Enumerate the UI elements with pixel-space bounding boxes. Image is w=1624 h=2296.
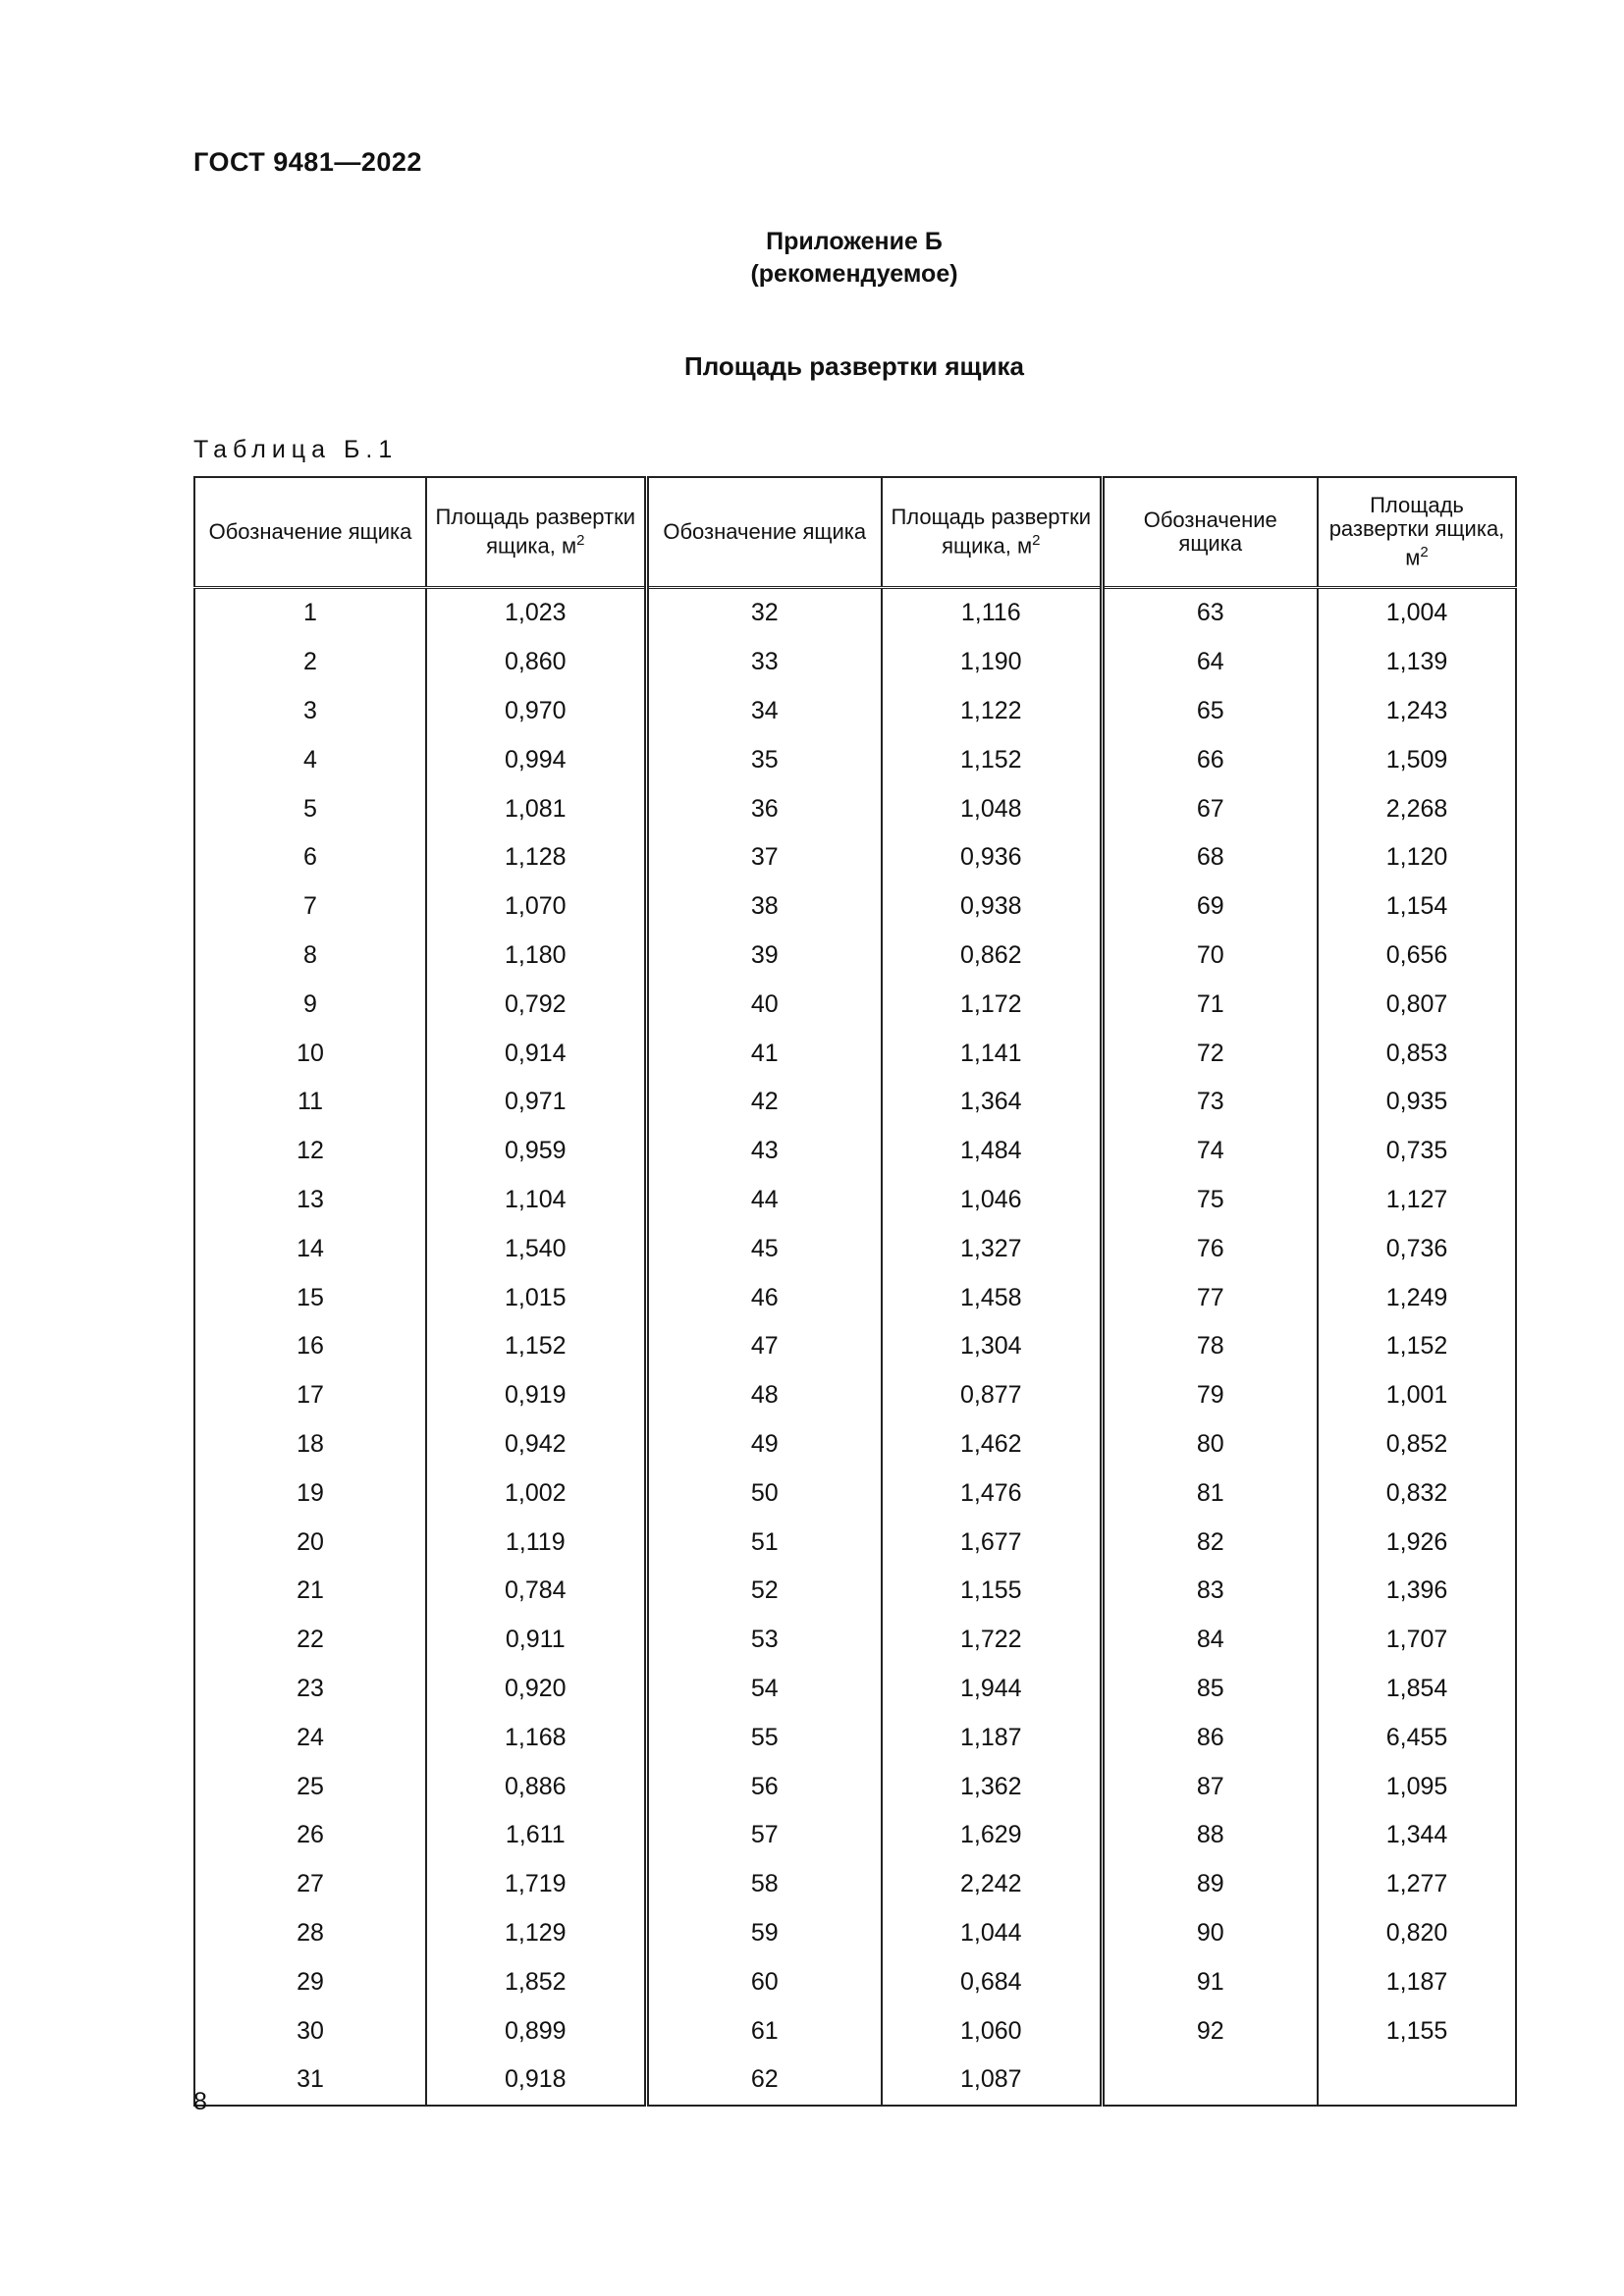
area-cell: 0,877 bbox=[882, 1371, 1102, 1420]
designation-cell: 40 bbox=[646, 980, 882, 1029]
designation-cell: 65 bbox=[1102, 687, 1318, 736]
area-cell: 1,509 bbox=[1318, 735, 1516, 784]
designation-cell: 90 bbox=[1102, 1909, 1318, 1958]
area-cell: 1,141 bbox=[882, 1029, 1102, 1078]
area-cell: 0,832 bbox=[1318, 1468, 1516, 1518]
designation-cell: 4 bbox=[194, 735, 426, 784]
header-designation-1: Обозначение ящика bbox=[194, 477, 426, 588]
area-cell: 1,187 bbox=[882, 1713, 1102, 1762]
area-cell: 1,327 bbox=[882, 1224, 1102, 1273]
table-row bbox=[194, 687, 1516, 736]
area-cell: 0,792 bbox=[426, 980, 646, 1029]
designation-cell: 61 bbox=[646, 2006, 882, 2056]
area-cell: 1,023 bbox=[426, 588, 646, 638]
designation-cell: 63 bbox=[1102, 588, 1318, 638]
area-cell: 1,152 bbox=[1318, 1322, 1516, 1371]
designation-cell: 80 bbox=[1102, 1420, 1318, 1469]
area-cell: 1,048 bbox=[882, 784, 1102, 833]
designation-cell: 82 bbox=[1102, 1518, 1318, 1567]
table-row bbox=[194, 784, 1516, 833]
table-row bbox=[194, 1616, 1516, 1665]
area-cell: 0,820 bbox=[1318, 1909, 1516, 1958]
designation-cell: 37 bbox=[646, 833, 882, 882]
area-cell: 1,854 bbox=[1318, 1665, 1516, 1714]
designation-cell: 66 bbox=[1102, 735, 1318, 784]
designation-cell: 73 bbox=[1102, 1078, 1318, 1127]
designation-cell: 69 bbox=[1102, 882, 1318, 932]
designation-cell: 76 bbox=[1102, 1224, 1318, 1273]
table-row bbox=[194, 1860, 1516, 1909]
designation-cell: 13 bbox=[194, 1176, 426, 1225]
area-cell: 1,120 bbox=[1318, 833, 1516, 882]
area-cell: 0,684 bbox=[882, 1957, 1102, 2006]
designation-cell: 5 bbox=[194, 784, 426, 833]
area-cell: 0,899 bbox=[426, 2006, 646, 2056]
area-cell: 1,180 bbox=[426, 932, 646, 981]
area-cell: 0,959 bbox=[426, 1127, 646, 1176]
area-cell: 0,935 bbox=[1318, 1078, 1516, 1127]
designation-cell: 2 bbox=[194, 638, 426, 687]
area-cell bbox=[1318, 2056, 1516, 2106]
area-cell: 1,611 bbox=[426, 1811, 646, 1860]
table-row bbox=[194, 882, 1516, 932]
designation-cell: 35 bbox=[646, 735, 882, 784]
designation-cell: 84 bbox=[1102, 1616, 1318, 1665]
designation-cell: 78 bbox=[1102, 1322, 1318, 1371]
area-cell: 1,070 bbox=[426, 882, 646, 932]
appendix-subtitle: (рекомендуемое) bbox=[750, 260, 958, 288]
area-cell: 1,046 bbox=[882, 1176, 1102, 1225]
designation-cell: 46 bbox=[646, 1273, 882, 1322]
page-number: 8 bbox=[193, 2088, 207, 2115]
table-row bbox=[194, 1273, 1516, 1322]
table-row bbox=[194, 1420, 1516, 1469]
designation-cell: 49 bbox=[646, 1420, 882, 1469]
designation-cell: 57 bbox=[646, 1811, 882, 1860]
area-cell: 1,364 bbox=[882, 1078, 1102, 1127]
area-cell: 1,155 bbox=[882, 1567, 1102, 1616]
header-area-3: Площадь развертки ящика, $м^2$ bbox=[1318, 477, 1516, 588]
area-cell: 6,455 bbox=[1318, 1713, 1516, 1762]
area-cell: 0,853 bbox=[1318, 1029, 1516, 1078]
designation-cell: 71 bbox=[1102, 980, 1318, 1029]
area-cell: 1,127 bbox=[1318, 1176, 1516, 1225]
designation-cell: 30 bbox=[194, 2006, 426, 2056]
area-cell: 1,152 bbox=[426, 1322, 646, 1371]
table-row bbox=[194, 1078, 1516, 1127]
area-cell: 0,938 bbox=[882, 882, 1102, 932]
area-cell: 0,914 bbox=[426, 1029, 646, 1078]
area-cell: 1,926 bbox=[1318, 1518, 1516, 1567]
designation-cell: 87 bbox=[1102, 1762, 1318, 1811]
area-cell: 1,629 bbox=[882, 1811, 1102, 1860]
area-cell: 0,936 bbox=[882, 833, 1102, 882]
table-row bbox=[194, 1811, 1516, 1860]
designation-cell: 72 bbox=[1102, 1029, 1318, 1078]
table-row bbox=[194, 1518, 1516, 1567]
designation-cell: 42 bbox=[646, 1078, 882, 1127]
table-caption: Таблица Б.1 bbox=[193, 436, 399, 463]
area-cell: 0,918 bbox=[426, 2056, 646, 2106]
designation-cell: 9 bbox=[194, 980, 426, 1029]
appendix-heading bbox=[0, 226, 1624, 291]
table-row bbox=[194, 1762, 1516, 1811]
designation-cell: 86 bbox=[1102, 1713, 1318, 1762]
designation-cell: 47 bbox=[646, 1322, 882, 1371]
table-row bbox=[194, 2056, 1516, 2106]
area-cell: 0,862 bbox=[882, 932, 1102, 981]
designation-cell: 38 bbox=[646, 882, 882, 932]
area-cell: 1,944 bbox=[882, 1665, 1102, 1714]
designation-cell: 64 bbox=[1102, 638, 1318, 687]
table-row bbox=[194, 588, 1516, 638]
designation-cell: 26 bbox=[194, 1811, 426, 1860]
area-cell: 1,707 bbox=[1318, 1616, 1516, 1665]
table-row bbox=[194, 833, 1516, 882]
area-cell: 1,081 bbox=[426, 784, 646, 833]
designation-cell: 58 bbox=[646, 1860, 882, 1909]
area-cell: 0,784 bbox=[426, 1567, 646, 1616]
area-cell: 1,002 bbox=[426, 1468, 646, 1518]
area-cell: 0,735 bbox=[1318, 1127, 1516, 1176]
designation-cell: 75 bbox=[1102, 1176, 1318, 1225]
designation-cell: 50 bbox=[646, 1468, 882, 1518]
designation-cell: 7 bbox=[194, 882, 426, 932]
header-designation-2: Обозначение ящика bbox=[646, 477, 882, 588]
table-row bbox=[194, 1957, 1516, 2006]
area-cell: 2,268 bbox=[1318, 784, 1516, 833]
area-cell: 1,304 bbox=[882, 1322, 1102, 1371]
designation-cell: 32 bbox=[646, 588, 882, 638]
area-cell: 1,044 bbox=[882, 1909, 1102, 1958]
area-cell: 0,886 bbox=[426, 1762, 646, 1811]
designation-cell: 41 bbox=[646, 1029, 882, 1078]
area-cell: 0,852 bbox=[1318, 1420, 1516, 1469]
table-row bbox=[194, 1468, 1516, 1518]
area-cell: 1,722 bbox=[882, 1616, 1102, 1665]
designation-cell: 34 bbox=[646, 687, 882, 736]
table-row bbox=[194, 1224, 1516, 1273]
area-cell: 1,476 bbox=[882, 1468, 1102, 1518]
area-cell: 1,060 bbox=[882, 2006, 1102, 2056]
area-cell: 1,187 bbox=[1318, 1957, 1516, 2006]
designation-cell: 21 bbox=[194, 1567, 426, 1616]
area-cell: 0,911 bbox=[426, 1616, 646, 1665]
area-cell: 1,249 bbox=[1318, 1273, 1516, 1322]
document-code: ГОСТ 9481—2022 bbox=[193, 147, 422, 177]
area-cell: 1,015 bbox=[426, 1273, 646, 1322]
designation-cell: 54 bbox=[646, 1665, 882, 1714]
designation-cell: 23 bbox=[194, 1665, 426, 1714]
area-cell: 0,736 bbox=[1318, 1224, 1516, 1273]
area-cell: 0,970 bbox=[426, 687, 646, 736]
table-row bbox=[194, 638, 1516, 687]
area-cell: 1,243 bbox=[1318, 687, 1516, 736]
designation-cell: 56 bbox=[646, 1762, 882, 1811]
designation-cell: 67 bbox=[1102, 784, 1318, 833]
designation-cell: 8 bbox=[194, 932, 426, 981]
appendix-title: Приложение Б bbox=[766, 228, 943, 255]
designation-cell bbox=[1102, 2056, 1318, 2106]
area-cell: 1,462 bbox=[882, 1420, 1102, 1469]
designation-cell: 59 bbox=[646, 1909, 882, 1958]
designation-cell: 12 bbox=[194, 1127, 426, 1176]
table-row bbox=[194, 1713, 1516, 1762]
area-cell: 1,119 bbox=[426, 1518, 646, 1567]
designation-cell: 25 bbox=[194, 1762, 426, 1811]
area-cell: 1,139 bbox=[1318, 638, 1516, 687]
designation-cell: 28 bbox=[194, 1909, 426, 1958]
area-cell: 2,242 bbox=[882, 1860, 1102, 1909]
area-cell: 1,719 bbox=[426, 1860, 646, 1909]
designation-cell: 20 bbox=[194, 1518, 426, 1567]
area-cell: 1,190 bbox=[882, 638, 1102, 687]
designation-cell: 89 bbox=[1102, 1860, 1318, 1909]
designation-cell: 88 bbox=[1102, 1811, 1318, 1860]
designation-cell: 19 bbox=[194, 1468, 426, 1518]
table-row bbox=[194, 1127, 1516, 1176]
designation-cell: 83 bbox=[1102, 1567, 1318, 1616]
area-cell: 0,919 bbox=[426, 1371, 646, 1420]
table-row bbox=[194, 1176, 1516, 1225]
area-cell: 1,116 bbox=[882, 588, 1102, 638]
designation-cell: 17 bbox=[194, 1371, 426, 1420]
area-cell: 1,277 bbox=[1318, 1860, 1516, 1909]
designation-cell: 6 bbox=[194, 833, 426, 882]
designation-cell: 45 bbox=[646, 1224, 882, 1273]
area-cell: 1,154 bbox=[1318, 882, 1516, 932]
area-cell: 1,095 bbox=[1318, 1762, 1516, 1811]
area-cell: 1,172 bbox=[882, 980, 1102, 1029]
designation-cell: 3 bbox=[194, 687, 426, 736]
area-cell: 0,920 bbox=[426, 1665, 646, 1714]
header-area-1: Площадь развертки ящика, $м^2$ bbox=[426, 477, 646, 588]
designation-cell: 60 bbox=[646, 1957, 882, 2006]
designation-cell: 11 bbox=[194, 1078, 426, 1127]
area-cell: 1,168 bbox=[426, 1713, 646, 1762]
designation-cell: 77 bbox=[1102, 1273, 1318, 1322]
table-row bbox=[194, 1371, 1516, 1420]
area-cell: 0,807 bbox=[1318, 980, 1516, 1029]
table-row bbox=[194, 735, 1516, 784]
area-cell: 1,128 bbox=[426, 833, 646, 882]
designation-cell: 52 bbox=[646, 1567, 882, 1616]
area-cell: 1,129 bbox=[426, 1909, 646, 1958]
table-body bbox=[194, 588, 1516, 2106]
designation-cell: 39 bbox=[646, 932, 882, 981]
designation-cell: 29 bbox=[194, 1957, 426, 2006]
designation-cell: 85 bbox=[1102, 1665, 1318, 1714]
header-area-2: Площадь развертки ящика, $м^2$ bbox=[882, 477, 1102, 588]
area-cell: 1,001 bbox=[1318, 1371, 1516, 1420]
area-cell: 1,540 bbox=[426, 1224, 646, 1273]
area-cell: 0,971 bbox=[426, 1078, 646, 1127]
designation-cell: 53 bbox=[646, 1616, 882, 1665]
table-row bbox=[194, 1567, 1516, 1616]
area-cell: 0,994 bbox=[426, 735, 646, 784]
area-cell: 0,860 bbox=[426, 638, 646, 687]
area-cell: 1,122 bbox=[882, 687, 1102, 736]
designation-cell: 16 bbox=[194, 1322, 426, 1371]
designation-cell: 43 bbox=[646, 1127, 882, 1176]
table-header-row bbox=[194, 477, 1516, 588]
designation-cell: 92 bbox=[1102, 2006, 1318, 2056]
area-cell: 1,396 bbox=[1318, 1567, 1516, 1616]
table-row bbox=[194, 1029, 1516, 1078]
designation-cell: 44 bbox=[646, 1176, 882, 1225]
designation-cell: 1 bbox=[194, 588, 426, 638]
area-cell: 1,484 bbox=[882, 1127, 1102, 1176]
designation-cell: 91 bbox=[1102, 1957, 1318, 2006]
header-designation-3: Обозначение ящика bbox=[1102, 477, 1318, 588]
designation-cell: 15 bbox=[194, 1273, 426, 1322]
designation-cell: 55 bbox=[646, 1713, 882, 1762]
designation-cell: 81 bbox=[1102, 1468, 1318, 1518]
designation-cell: 62 bbox=[646, 2056, 882, 2106]
box-area-table bbox=[193, 476, 1517, 2107]
section-title: Площадь развертки ящика bbox=[684, 351, 1024, 381]
designation-cell: 51 bbox=[646, 1518, 882, 1567]
designation-cell: 31 bbox=[194, 2056, 426, 2106]
designation-cell: 74 bbox=[1102, 1127, 1318, 1176]
designation-cell: 33 bbox=[646, 638, 882, 687]
area-cell: 0,656 bbox=[1318, 932, 1516, 981]
area-cell: 1,155 bbox=[1318, 2006, 1516, 2056]
area-cell: 1,677 bbox=[882, 1518, 1102, 1567]
area-cell: 1,852 bbox=[426, 1957, 646, 2006]
area-cell: 1,344 bbox=[1318, 1811, 1516, 1860]
designation-cell: 70 bbox=[1102, 932, 1318, 981]
designation-cell: 24 bbox=[194, 1713, 426, 1762]
designation-cell: 48 bbox=[646, 1371, 882, 1420]
area-cell: 1,458 bbox=[882, 1273, 1102, 1322]
area-cell: 1,362 bbox=[882, 1762, 1102, 1811]
table-row bbox=[194, 2006, 1516, 2056]
table-row bbox=[194, 932, 1516, 981]
table-row bbox=[194, 980, 1516, 1029]
area-cell: 0,942 bbox=[426, 1420, 646, 1469]
designation-cell: 27 bbox=[194, 1860, 426, 1909]
table-row bbox=[194, 1322, 1516, 1371]
designation-cell: 14 bbox=[194, 1224, 426, 1273]
area-cell: 1,104 bbox=[426, 1176, 646, 1225]
designation-cell: 18 bbox=[194, 1420, 426, 1469]
designation-cell: 79 bbox=[1102, 1371, 1318, 1420]
area-cell: 1,004 bbox=[1318, 588, 1516, 638]
designation-cell: 68 bbox=[1102, 833, 1318, 882]
area-cell: 1,087 bbox=[882, 2056, 1102, 2106]
designation-cell: 10 bbox=[194, 1029, 426, 1078]
table-row bbox=[194, 1665, 1516, 1714]
designation-cell: 22 bbox=[194, 1616, 426, 1665]
area-cell: 1,152 bbox=[882, 735, 1102, 784]
designation-cell: 36 bbox=[646, 784, 882, 833]
table-row bbox=[194, 1909, 1516, 1958]
